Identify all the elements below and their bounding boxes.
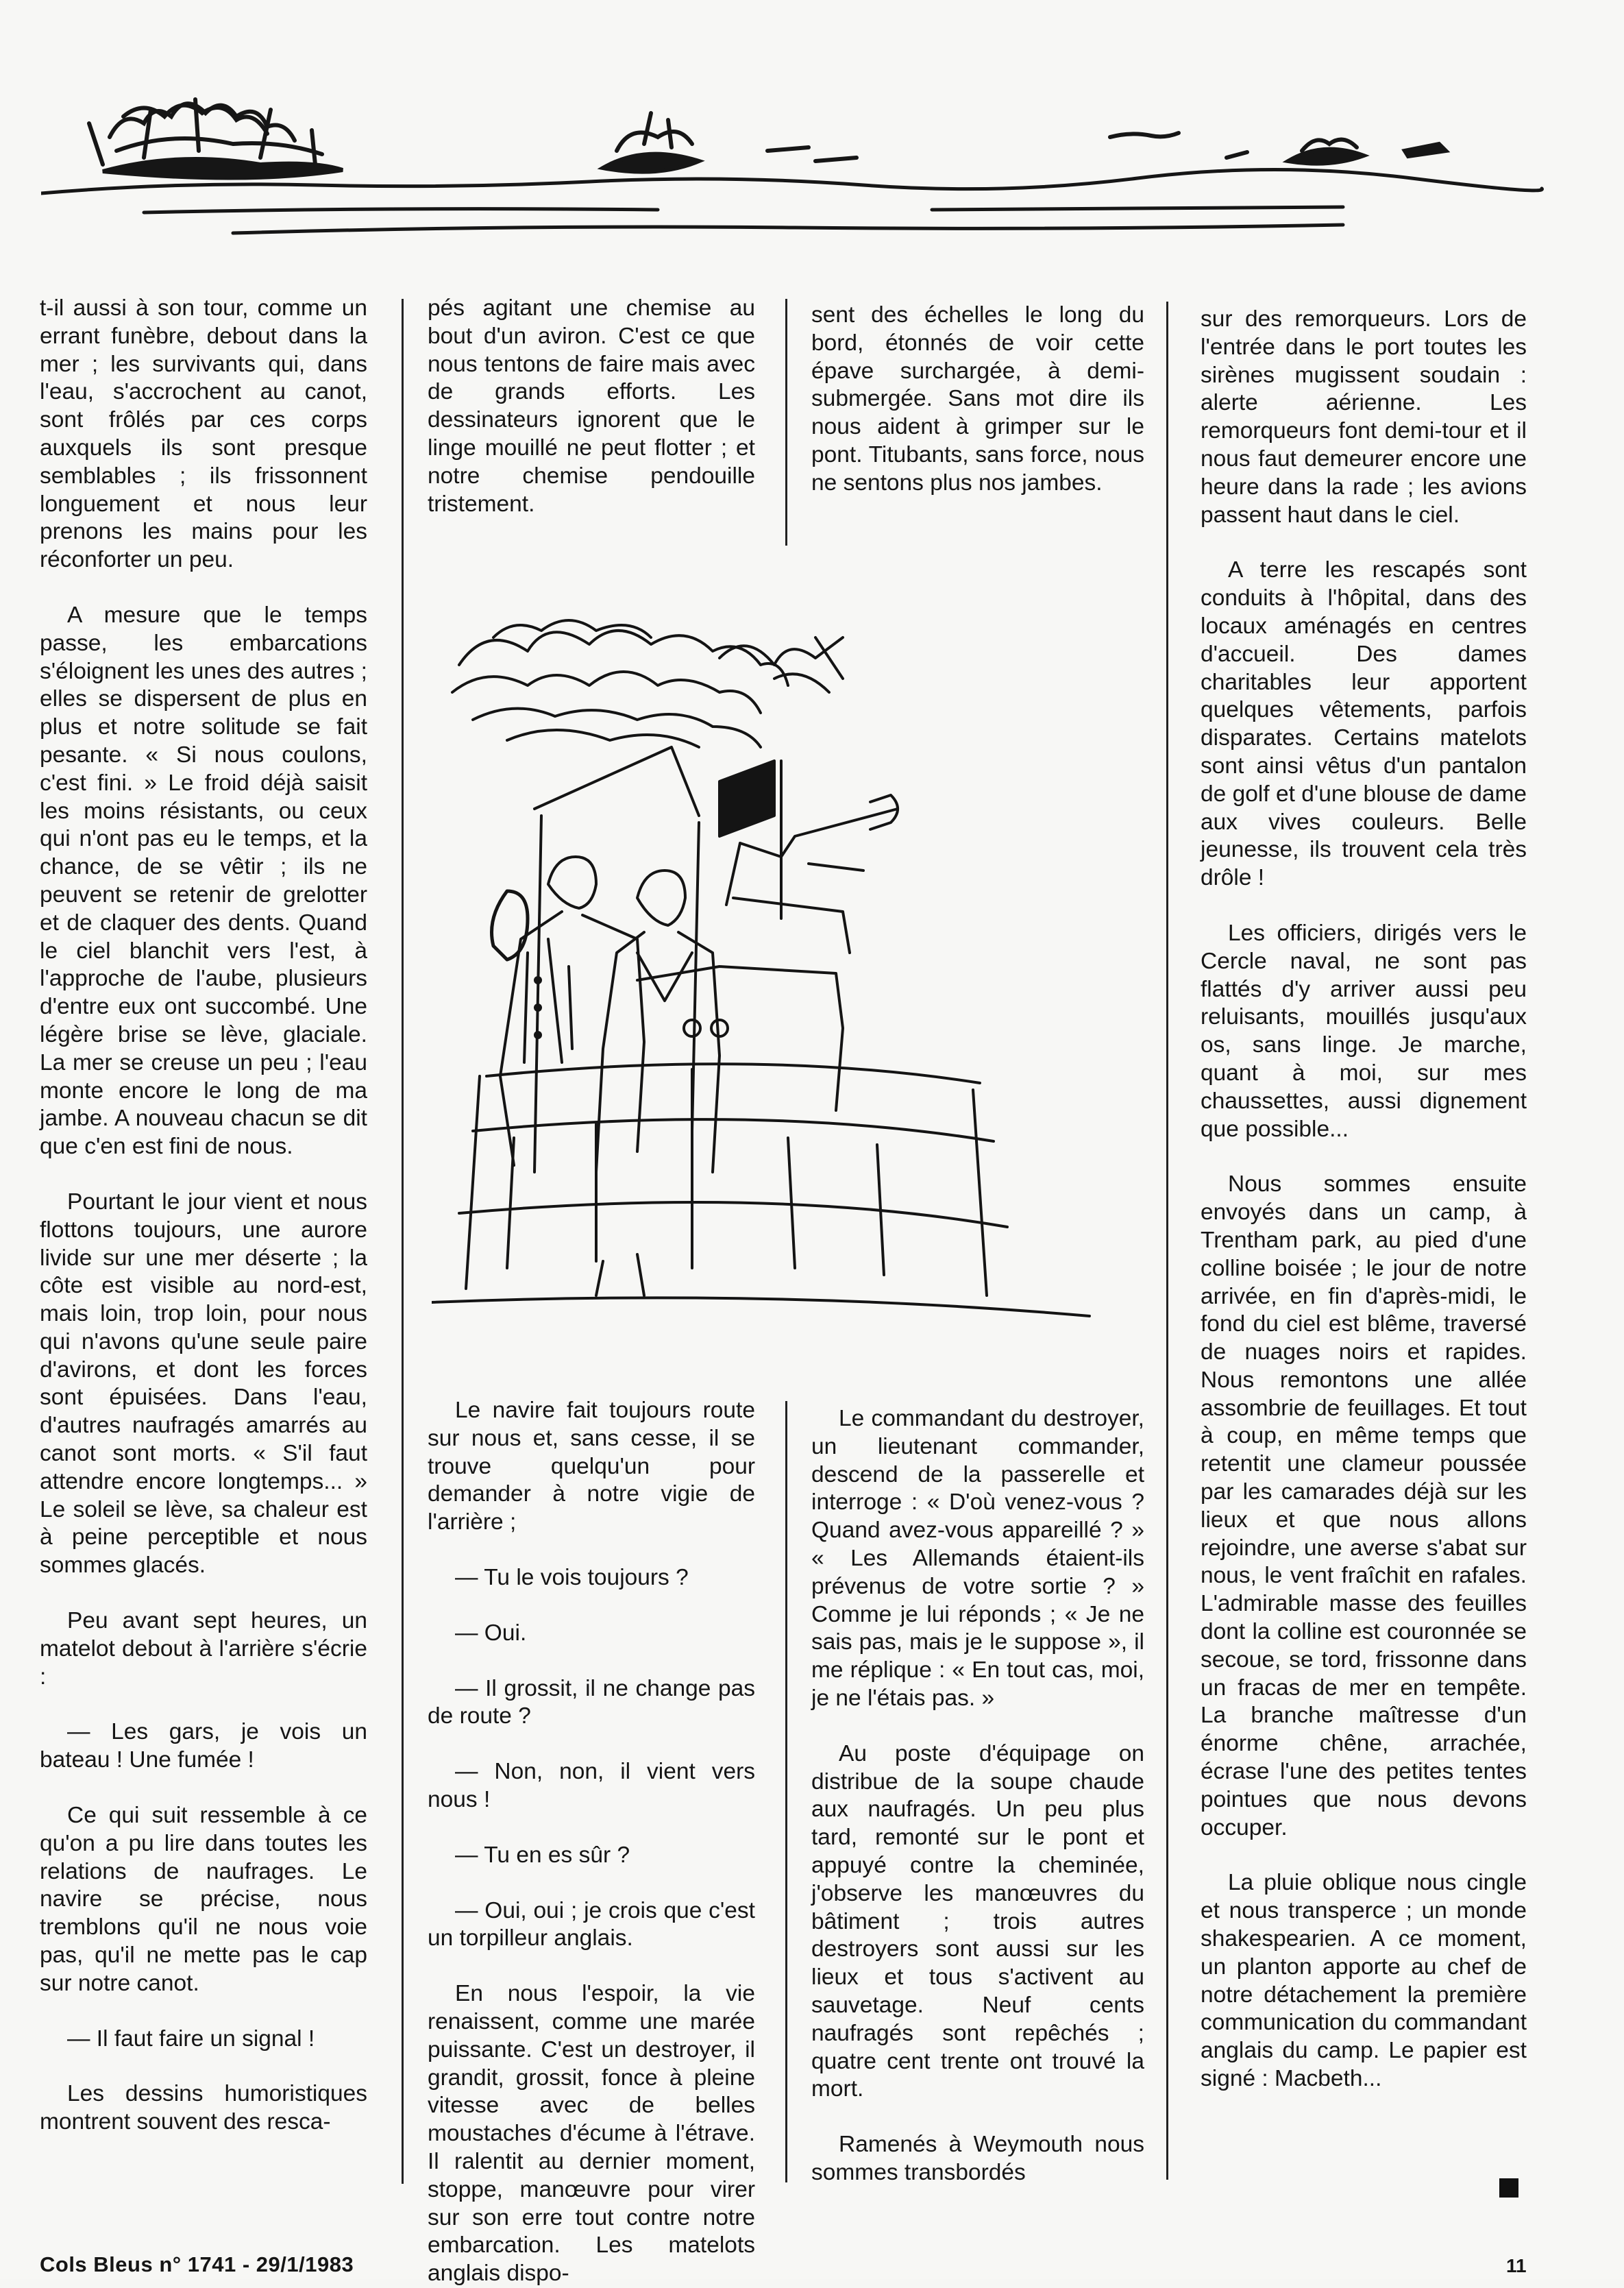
paragraph: A terre les rescapés sont conduits à l'hôpital, dans des locaux aménagés en centres d'accueil. Des dames charitables leur apportent quelques vêtements, parfois disparates. Certains matelots sont ainsi vêtus d'un pantalon de golf et d'une blouse de dame aux vives couleurs. Belle jeunesse, ils trouvent cela très drôle ! (1201, 557, 1527, 891)
column-rule (1166, 302, 1168, 2180)
column-rule (402, 299, 404, 2184)
dialogue-line: — Oui. (455, 1620, 527, 1646)
article-column-2-top (428, 295, 755, 518)
paragraph: En nous l'espoir, la vie renaissent, comme une marée puissante. C'est un destroyer, il grandit, grossit, fonce à pleine vitesse avec de belles moustaches d'écume à l'étrave. Il ralentit au dernier moment, stoppe, manœuvre pour virer sur son erre tout contre notre embarcation. Les matelots anglais dispo- (428, 1981, 755, 2287)
paragraph: A mesure que le temps passe, les embarcations s'éloignent les unes des autres ; elles se dispersent de plus en plus et notre solitude se fait pesante. « Si nous coulons, c'est fini. » Le froid déjà saisit les moins résistants, ou ceux qui n'ont pas eu le temps, et la chance, de se vêtir ; ils ne peuvent se retenir de grelotter et de claquer des dents. Quand le ciel blanchit vers l'est, à l'approche de l'aube, plusieurs d'entre eux ont succombé. Une légère brise se lève, glaciale. La mer se creuse un peu ; l'eau monte encore le long de ma jambe. A nouveau chacun se dit que c'en est fini de nous. (40, 602, 367, 1160)
paragraph: Nous sommes ensuite envoyés dans un camp, à Trentham park, au pied d'une colline boisée ; le jour de notre arrivée, en fin d'après-midi, le fond du ciel est blême, traversé de nuages noirs et rapides. Nous remontons une allée assombrie de feuillages. Et tout à coup, en même temps que retentit une clameur poussée par les camarades déjà sur les lieux et que nous allons rejoindre, une averse s'abat sur nous, le vent fraîchit en rafales. L'admirable masse des feuilles dont la colline est couronnée se secoue, se tord, frissonne dans un fracas de mer en tempête. La branche maîtresse d'un énorme chêne, arrachée, écrase l'une des petites tentes pointues que nous devons occuper. (1201, 1171, 1527, 1840)
dialogue-line: — Les gars, je vois un bateau ! Une fumée ! (40, 1719, 367, 1773)
paragraph: Pourtant le jour vient et nous flottons toujours, une aurore livide sur une mer déserte ; la côte est visible au nord-est, mais loin, trop loin, pour nous qui n'avons qu'une seule paire d'avirons, et dont les forces sont épuisées. Dans l'eau, d'autres naufragés amarrés au canot sont morts. « S'il faut attendre encore longtemps... » Le soleil se lève, sa chaleur est à peine perceptible et nous sommes glacés. (40, 1189, 367, 1579)
dialogue-line: — Il grossit, il ne change pas de route ? (428, 1675, 755, 1729)
page-number: 11 (1506, 2255, 1527, 2276)
article-column-4 (1201, 306, 1527, 2093)
paragraph: t-il aussi à son tour, comme un errant funèbre, debout dans la mer ; les survivants qui, dans l'eau, s'accrochent au canot, sont frôlés par ces corps auxquels ils sont presque semblables ; ils frissonnent longuement et nous leur prenons les mains pour les réconforter un peu. (40, 295, 367, 573)
article-column-2-bottom (428, 1397, 755, 2288)
publication-footer: Cols Bleus n° 1741 - 29/1/1983 (40, 2252, 354, 2276)
dialogue-line: — Tu en es sûr ? (455, 1842, 630, 1868)
end-of-article-icon (1499, 2178, 1518, 2198)
paragraph: Ce qui suit ressemble à ce qu'on a pu lire dans toutes les relations de naufrages. Le navire se précise, nous tremblons qu'il ne nous voie pas, qu'il ne mette pas le cap sur notre canot. (40, 1803, 367, 1996)
article-column-1 (40, 295, 367, 2137)
paragraph: Ramenés à Weymouth nous sommes transbordés (811, 2132, 1144, 2185)
paragraph: Le navire fait toujours route sur nous et, sans cesse, il se trouve quelqu'un pour demander à notre vigie de l'arrière ; (428, 1398, 755, 1535)
paragraph: Les dessins humoristiques montrent souvent des resca- (40, 2081, 367, 2135)
paragraph: Au poste d'équipage on distribue de la soupe chaude aux naufragés. Un peu plus tard, remonté sur le pont et appuyé contre la cheminée, j'observe les manœuvres du bâtiment ; trois autres destroyers sont aussi sur les lieux et tous s'activent au sauvetage. Neuf cents naufragés sont repêchés ; quatre cent trente ont trouvé la mort. (811, 1740, 1144, 2102)
paragraph: La pluie oblique nous cingle et nous transperce ; un monde shakespearien. A ce moment, un planton apporte au chef de notre détachement la première communication du commandant anglais du camp. Le papier est signé : Macbeth... (1201, 1870, 1527, 2092)
dialogue-line: — Il faut faire un signal ! (67, 2025, 315, 2052)
article-column-3-bottom (811, 1405, 1144, 2187)
article-column-3-top (811, 302, 1144, 498)
paragraph: Peu avant sept heures, un matelot debout à l'arrière s'écrie : (40, 1608, 367, 1690)
dialogue-line: — Tu le vois toujours ? (455, 1564, 689, 1590)
header-sea-sketch (41, 48, 1549, 254)
dialogue-line: — Oui, oui ; je crois que c'est un torpilleur anglais. (428, 1897, 755, 1951)
dialogue-line: — Non, non, il vient vers nous ! (428, 1759, 755, 1812)
paragraph: sent des échelles le long du bord, étonnés de voir cette épave surchargée, à demi-submergée. Sans mot dire ils nous aident à grimper sur le pont. Titubants, sans force, nous ne sentons plus nos jambes. (811, 302, 1144, 496)
column-rule (785, 1401, 787, 2182)
paragraph: Le commandant du destroyer, un lieutenant commander, descend de la passerelle et interroge : « D'où venez-vous ? Quand avez-vous appareillé ? » « Les Allemands étaient-ils prévenus de votre sortie ? » Comme je lui réponds ; « Je ne sais pas, mais je le suppose », il me réplique : « En tout cas, moi, je ne l'étais pas. » (811, 1406, 1144, 1711)
column-rule (785, 299, 787, 546)
paragraph: sur des remorqueurs. Lors de l'entrée dans le port toutes les sirènes mugissent soudain : alerte aérienne. Les remorqueurs font demi-tour et il nous faut demeurer encore une heure dans la rade ; les avions passent haut dans le ciel. (1201, 306, 1527, 528)
paragraph: pés agitant une chemise au bout d'un aviron. C'est ce que nous tentons de faire mais avec de grands efforts. Les dessinateurs ignorent que le linge mouillé ne peut flotter ; et notre chemise pendouille tristement. (428, 295, 755, 517)
paragraph: Les officiers, dirigés vers le Cercle naval, ne sont pas flattés d'y arriver aussi peu reluisants, mouillés jusqu'aux os, sans linge. Je marche, quant à moi, sur mes chaussettes, aussi dignement que possible... (1201, 920, 1527, 1142)
destroyer-deck-illustration (432, 596, 1124, 1357)
